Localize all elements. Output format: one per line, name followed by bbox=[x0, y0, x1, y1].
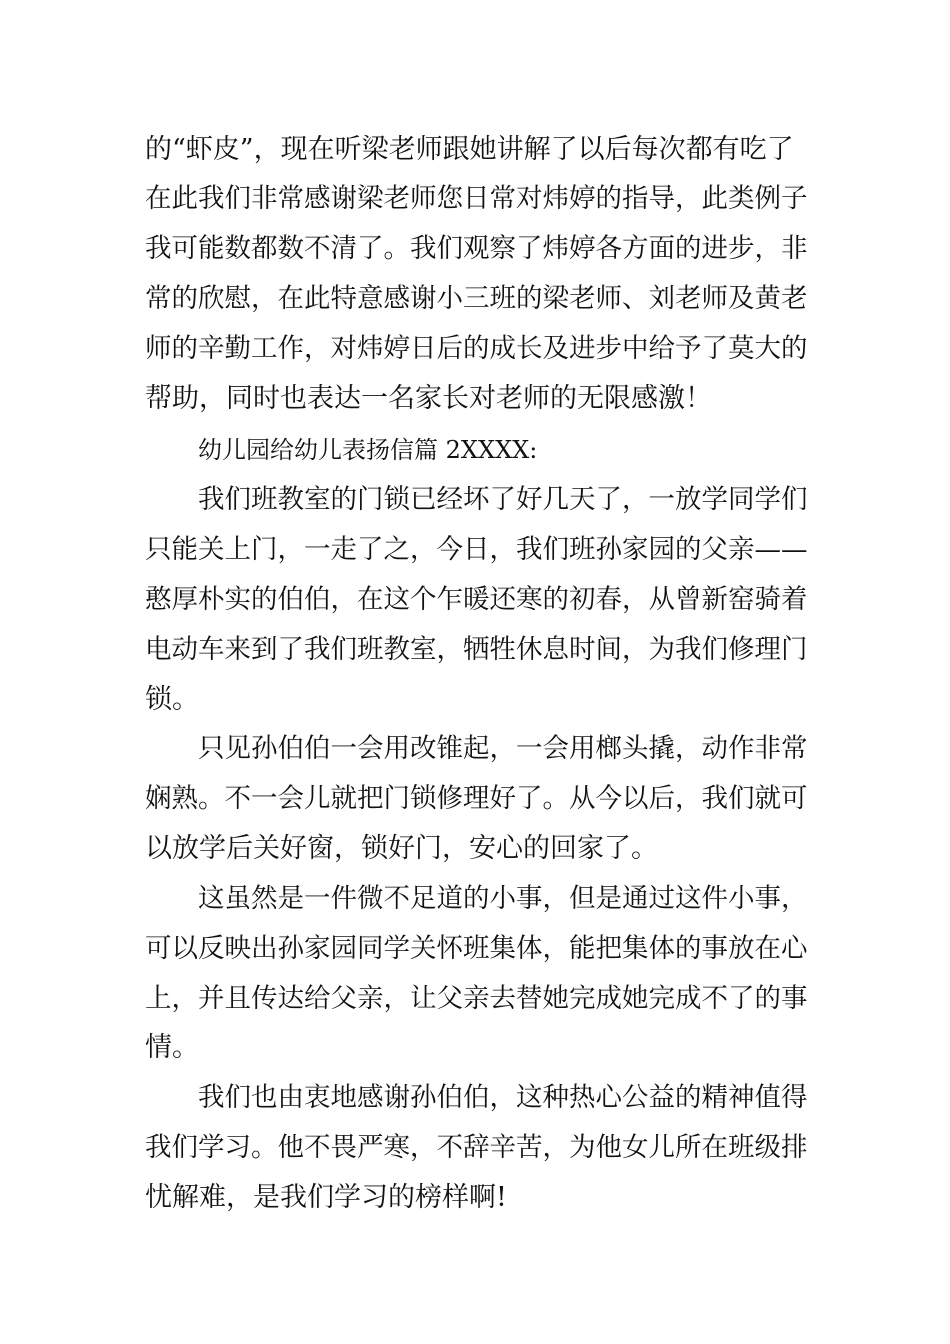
text-line: 憨厚朴实的伯伯，在这个乍暖还寒的初春，从曾新窑骑着 bbox=[145, 584, 808, 615]
text-line: 我们也由衷地感谢孙伯伯，这种热心公益的精神值得 bbox=[198, 1082, 808, 1113]
text-line: 电动车来到了我们班教室，牺牲休息时间，为我们修理门 bbox=[145, 634, 808, 665]
text-line: 这虽然是一件微不足道的小事，但是通过这件小事， bbox=[198, 883, 808, 914]
text-line: 锁。 bbox=[145, 684, 199, 715]
text-line: 常的欣慰，在此特意感谢小三班的梁老师、刘老师及黄老 bbox=[145, 283, 808, 314]
text-line: 只能关上门，一走了之，今日，我们班孙家园的父亲—— bbox=[145, 534, 808, 565]
text-line: 我们班教室的门锁已经坏了好几天了，一放学同学们 bbox=[198, 484, 808, 515]
text-line: 上，并且传达给父亲，让父亲去替她完成她完成不了的事 bbox=[145, 983, 808, 1014]
text-line: 情。 bbox=[145, 1032, 199, 1063]
text-line: 在此我们非常感谢梁老师您日常对炜婷的指导，此类例子 bbox=[145, 183, 808, 214]
text-line: 以放学后关好窗，锁好门，安心的回家了。 bbox=[145, 833, 658, 864]
section-heading: 幼儿园给幼儿表扬信篇 2XXXX: bbox=[198, 436, 538, 464]
text-line: 师的辛勤工作，对炜婷日后的成长及进步中给予了莫大的 bbox=[145, 333, 808, 364]
text-line: 忧解难，是我们学习的榜样啊! bbox=[145, 1182, 507, 1213]
text-line: 可以反映出孙家园同学关怀班集体，能把集体的事放在心 bbox=[145, 933, 808, 964]
text-line: 帮助，同时也表达一名家长对老师的无限感激！ bbox=[145, 383, 712, 414]
text-line: 我可能数都数不清了。我们观察了炜婷各方面的进步，非 bbox=[145, 233, 808, 264]
text-line: 娴熟。不一会儿就把门锁修理好了。从今以后，我们就可 bbox=[145, 783, 808, 814]
text-line: 只见孙伯伯一会用改锥起，一会用榔头撬，动作非常 bbox=[198, 733, 808, 764]
text-line: 我们学习。他不畏严寒，不辞辛苦，为他女儿所在班级排 bbox=[145, 1132, 808, 1163]
text-line: 的“虾皮”，现在听梁老师跟她讲解了以后每次都有吃了 bbox=[145, 134, 794, 165]
